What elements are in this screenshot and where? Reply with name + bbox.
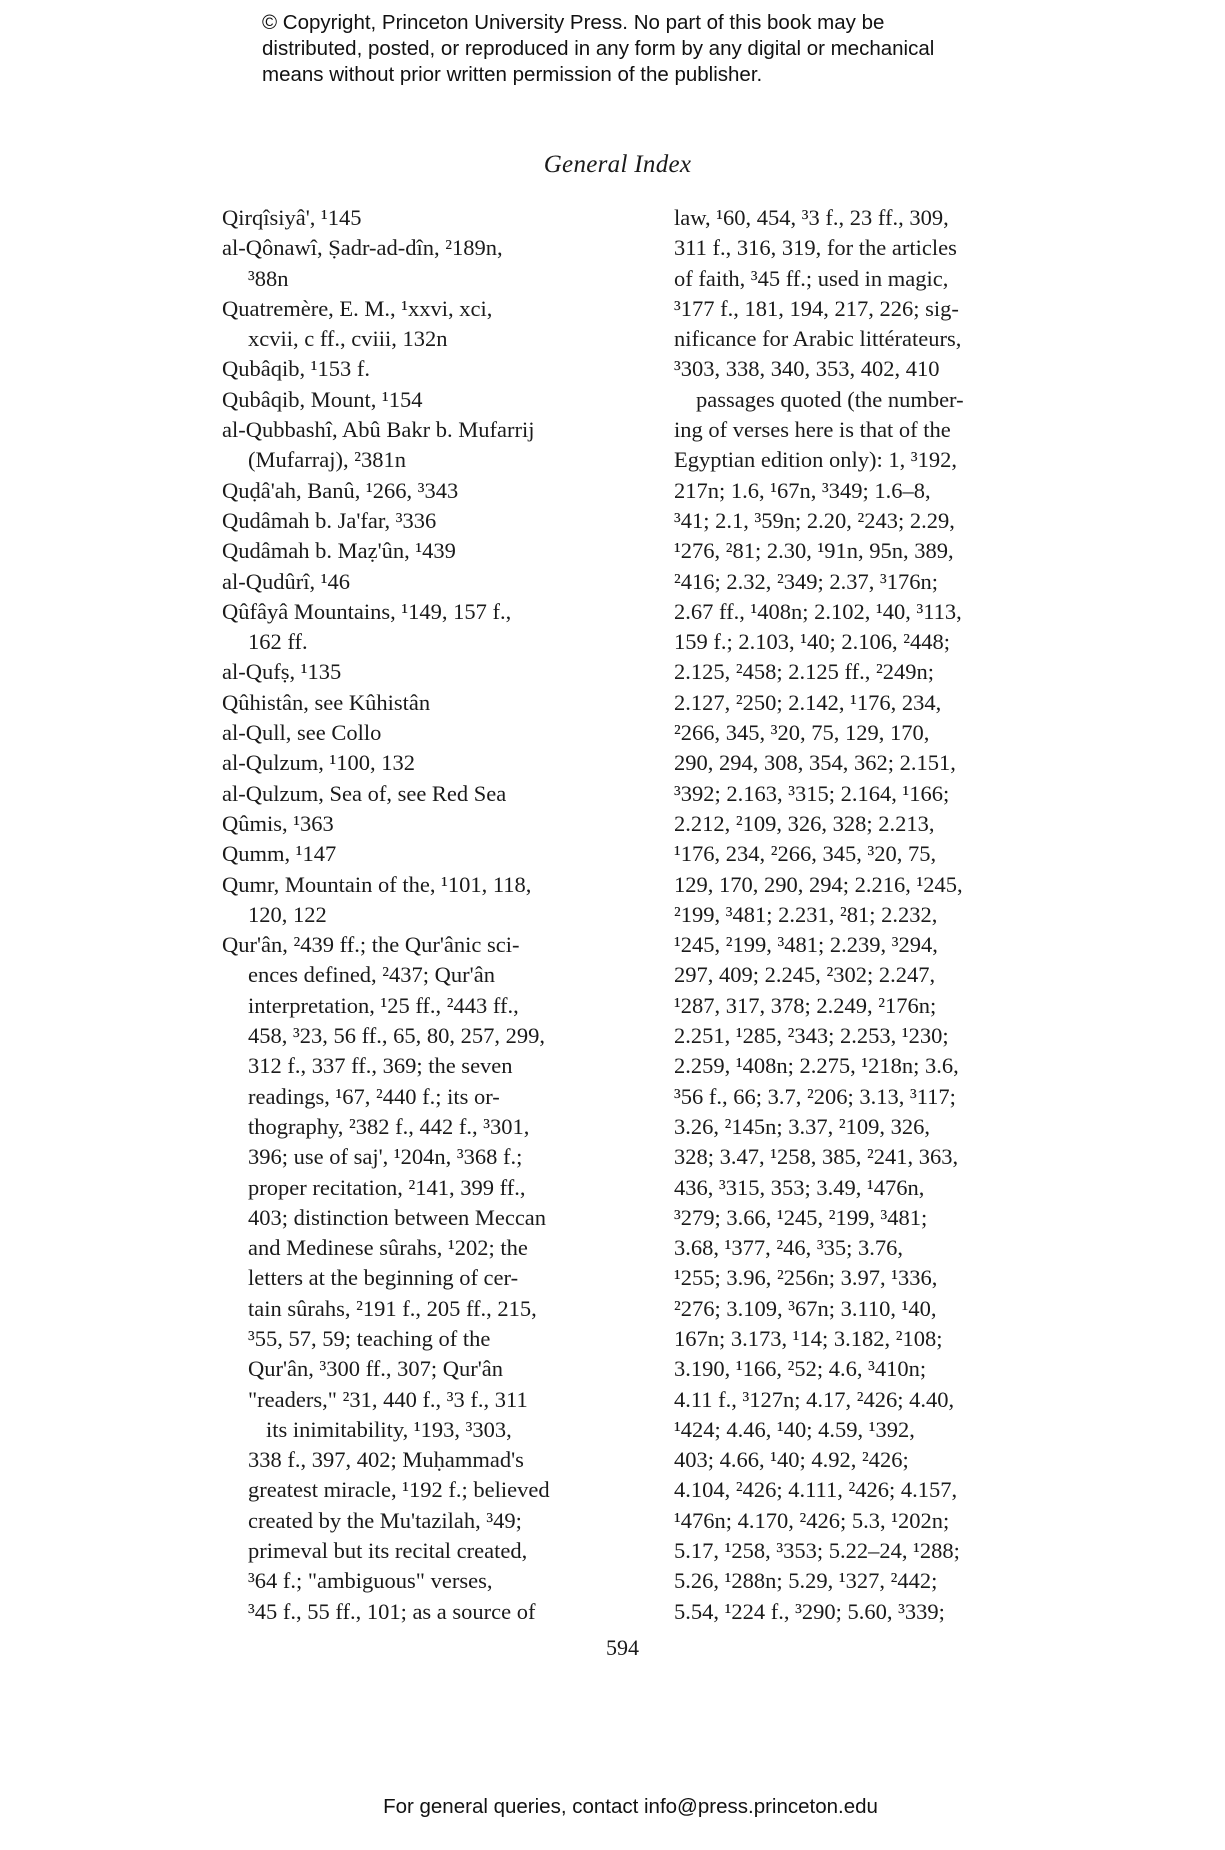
index-line: 5.26, ¹288n; 5.29, ¹327, ²442; [674, 1568, 938, 1594]
index-line: ¹287, 317, 378; 2.249, ²176n; [674, 992, 937, 1018]
index-line: 2.251, ¹285, ²343; 2.253, ¹230; [674, 1023, 949, 1049]
index-line: nificance for Arabic littérateurs, [674, 326, 962, 352]
index-line: 2.67 ff., ¹408n; 2.102, ¹40, ³113, [674, 598, 962, 624]
index-line: Quḍâ'ah, Banû, ¹266, ³343 [222, 477, 459, 503]
copyright-notice [262, 10, 1022, 88]
index-line: Qubâqib, Mount, ¹154 [222, 386, 423, 412]
index-line: 458, ³23, 56 ff., 65, 80, 257, 299, [248, 1023, 545, 1049]
index-line: 5.17, ¹258, ³353; 5.22–24, ¹288; [674, 1538, 960, 1564]
index-line: Qûmis, ¹363 [222, 810, 334, 836]
index-line: al-Qull, see Collo [222, 720, 382, 746]
index-line: of faith, ³45 ff.; used in magic, [674, 265, 949, 291]
index-line: 328; 3.47, ¹258, 385, ²241, 363, [674, 1144, 959, 1170]
index-line: 2.212, ²109, 326, 328; 2.213, [674, 810, 935, 836]
index-line: ences defined, ²437; Qur'ân [248, 962, 495, 988]
index-line: Qubâqib, ¹153 f. [222, 356, 370, 382]
copyright-line: distributed, posted, or reproduced in any form by any digital or mechanical [262, 37, 935, 60]
index-line: 311 f., 316, 319, for the articles [674, 235, 957, 261]
index-line: al-Qônawî, Ṣadr-ad-dîn, ²189n, [222, 235, 503, 261]
index-line: 159 f.; 2.103, ¹40; 2.106, ²448; [674, 629, 950, 655]
running-head: General Index [543, 151, 692, 178]
index-line: al-Qudûrî, ¹46 [222, 568, 350, 594]
index-line: 403; 4.66, ¹40; 4.92, ²426; [674, 1447, 909, 1473]
index-line: 129, 170, 290, 294; 2.216, ¹245, [674, 871, 963, 897]
index-line: al-Qufṣ, ¹135 [222, 659, 342, 685]
index-line: ²266, 345, ³20, 75, 129, 170, [674, 720, 930, 746]
index-line: law, ¹60, 454, ³3 f., 23 ff., 309, [674, 205, 949, 230]
index-line: ³88n [248, 265, 289, 291]
index-line: letters at the beginning of cer- [248, 1265, 519, 1291]
index-line: ¹276, ²81; 2.30, ¹91n, 95n, 389, [674, 538, 954, 564]
index-line: primeval but its recital created, [248, 1538, 528, 1564]
index-line: its inimitability, ¹193, ³303, [266, 1416, 512, 1442]
index-line: ²416; 2.32, ²349; 2.37, ³176n; [674, 568, 938, 594]
index-line: interpretation, ¹25 ff., ²443 ff., [248, 992, 519, 1018]
index-line: Qur'ân, ³300 ff., 307; Qur'ân [248, 1356, 504, 1382]
index-line: 3.26, ²145n; 3.37, ²109, 326, [674, 1113, 930, 1139]
index-line: 3.190, ¹166, ²52; 4.6, ³410n; [674, 1356, 927, 1382]
index-line: 2.127, ²250; 2.142, ¹176, 234, [674, 689, 942, 715]
index-line: Quatremère, E. M., ¹xxvi, xci, [222, 295, 493, 321]
index-line: passages quoted (the number- [696, 386, 964, 412]
index-line: al-Qulzum, ¹100, 132 [222, 750, 415, 776]
index-line: readings, ¹67, ²440 f.; its or- [248, 1083, 500, 1109]
index-line: 4.11 f., ³127n; 4.17, ²426; 4.40, [674, 1386, 955, 1412]
index-line: al-Qulzum, Sea of, see Red Sea [222, 780, 507, 806]
index-line: Qûfâyâ Mountains, ¹149, 157 f., [222, 598, 512, 624]
index-line: ing of verses here is that of the [674, 417, 951, 443]
index-line: (Mufarraj), ²381n [248, 447, 406, 473]
index-line: Egyptian edition only): 1, ³192, [674, 447, 957, 473]
index-line: Qûhistân, see Kûhistân [222, 689, 431, 715]
page-number: 594 [606, 1635, 639, 1660]
index-line: ¹476n; 4.170, ²426; 5.3, ¹202n; [674, 1507, 950, 1533]
index-line: ³55, 57, 59; teaching of the [248, 1325, 491, 1351]
index-line: Qudâmah b. Ja'far, ³336 [222, 507, 437, 533]
index-line: ³279; 3.66, ¹245, ²199, ³481; [674, 1204, 928, 1230]
index-line: ¹255; 3.96, ²256n; 3.97, ¹336, [674, 1265, 938, 1291]
index-line: 436, ³315, 353; 3.49, ¹476n, [674, 1174, 925, 1200]
index-line: ²199, ³481; 2.231, ²81; 2.232, [674, 901, 938, 927]
footer-contact: For general queries, contact info@press.princeton.edu [383, 1795, 878, 1818]
index-line: 217n; 1.6, ¹67n, ³349; 1.6–8, [674, 477, 931, 503]
index-line: ³64 f.; "ambiguous" verses, [248, 1568, 493, 1594]
index-line: 2.125, ²458; 2.125 ff., ²249n; [674, 659, 934, 685]
index-line: 312 f., 337 ff., 369; the seven [248, 1053, 513, 1079]
index-line: 396; use of saj', ¹204n, ³368 f.; [248, 1144, 523, 1170]
index-line: 297, 409; 2.245, ²302; 2.247, [674, 962, 936, 988]
index-line: 5.54, ¹224 f., ³290; 5.60, ³339; [674, 1598, 945, 1624]
index-line: 167n; 3.173, ¹14; 3.182, ²108; [674, 1325, 943, 1351]
index-line: xcvii, c ff., cviii, 132n [248, 326, 448, 352]
index-line: Qirqîsiyâ', ¹145 [222, 205, 362, 230]
index-line: Qudâmah b. Maẓ'ûn, ¹439 [222, 538, 456, 564]
index-line: Qumm, ¹147 [222, 841, 337, 867]
index-line: 338 f., 397, 402; Muḥammad's [248, 1447, 524, 1473]
index-line: Qur'ân, ²439 ff.; the Qur'ânic sci- [222, 932, 520, 958]
index-line: "readers," ²31, 440 f., ³3 f., 311 [248, 1386, 528, 1412]
copyright-line: means without prior written permission of the publisher. [262, 63, 763, 86]
copyright-line: © Copyright, Princeton University Press. No part of this book may be [262, 11, 885, 34]
index-line: thography, ²382 f., 442 f., ³301, [248, 1113, 530, 1139]
index-line: proper recitation, ²141, 399 ff., [248, 1174, 526, 1200]
index-line: ³41; 2.1, ³59n; 2.20, ²243; 2.29, [674, 507, 955, 533]
index-line: Qumr, Mountain of the, ¹101, 118, [222, 871, 532, 897]
index-line: greatest miracle, ¹192 f.; believed [248, 1477, 550, 1503]
index-line: ²276; 3.109, ³67n; 3.110, ¹40, [674, 1295, 937, 1321]
index-line: 290, 294, 308, 354, 362; 2.151, [674, 750, 956, 776]
index-line: 2.259, ¹408n; 2.275, ¹218n; 3.6, [674, 1053, 959, 1079]
index-line: ³392; 2.163, ³315; 2.164, ¹166; [674, 780, 950, 806]
index-line: ¹176, 234, ²266, 345, ³20, 75, [674, 841, 937, 867]
index-line: and Medinese sûrahs, ¹202; the [248, 1235, 528, 1261]
index-line: ¹245, ²199, ³481; 2.239, ³294, [674, 932, 938, 958]
index-line: ¹424; 4.46, ¹40; 4.59, ¹392, [674, 1416, 915, 1442]
index-line: ³177 f., 181, 194, 217, 226; sig- [674, 295, 959, 321]
index-line: al-Qubbashî, Abû Bakr b. Mufarrij [222, 417, 535, 443]
index-column-right [674, 203, 1054, 1627]
index-line: 403; distinction between Meccan [248, 1204, 547, 1230]
index-line: ³45 f., 55 ff., 101; as a source of [248, 1598, 536, 1624]
index-line: 120, 122 [248, 901, 327, 927]
index-line: 3.68, ¹377, ²46, ³35; 3.76, [674, 1235, 903, 1261]
index-line: tain sûrahs, ²191 f., 205 ff., 215, [248, 1295, 537, 1321]
index-line: ³303, 338, 340, 353, 402, 410 [674, 356, 940, 382]
index-line: 4.104, ²426; 4.111, ²426; 4.157, [674, 1477, 958, 1503]
index-line: 162 ff. [248, 629, 308, 655]
index-column-left [222, 203, 642, 1627]
index-line: ³56 f., 66; 3.7, ²206; 3.13, ³117; [674, 1083, 956, 1109]
index-line: created by the Mu'tazilah, ³49; [248, 1507, 522, 1533]
